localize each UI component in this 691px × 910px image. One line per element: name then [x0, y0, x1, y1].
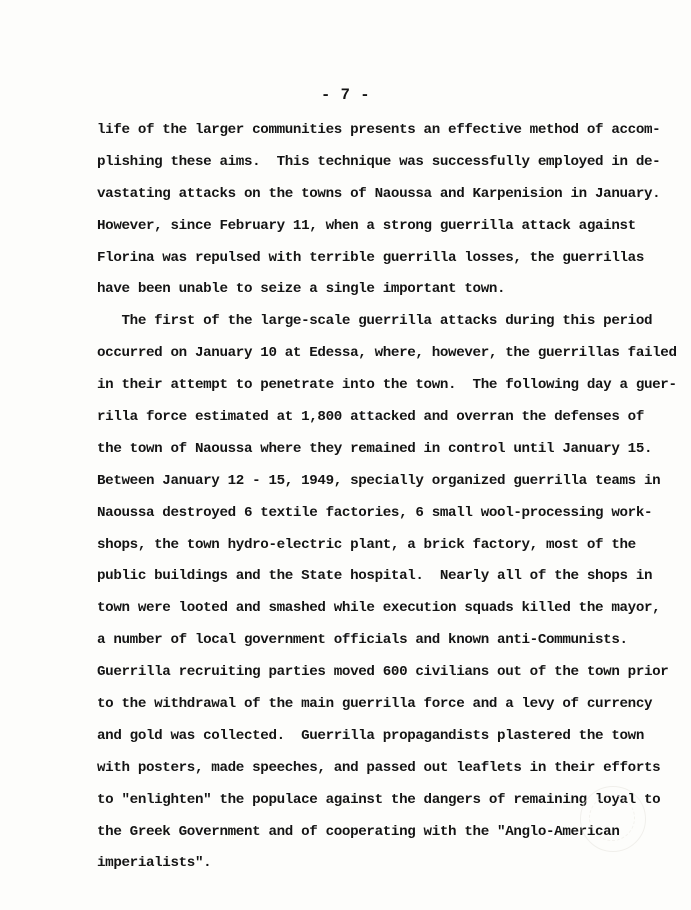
archive-stamp-icon	[580, 786, 646, 852]
text-line: vastating attacks on the towns of Naoussa and Karpenision in January.	[97, 185, 661, 202]
text-line: and gold was collected. Guerrilla propagandists plastered the town	[97, 727, 644, 744]
text-line: shops, the town hydro-electric plant, a brick factory, most of the	[97, 536, 636, 553]
text-line: Naoussa destroyed 6 textile factories, 6 small wool-processing work-	[97, 504, 653, 521]
page-number: - 7 -	[320, 86, 370, 104]
text-line: rilla force estimated at 1,800 attacked and overran the defenses of	[97, 409, 644, 426]
text-line: However, since February 11, when a strong guerrilla attack against	[97, 217, 636, 234]
document-body	[97, 115, 677, 880]
text-line: with posters, made speeches, and passed out leaflets in their efforts	[97, 759, 661, 776]
paragraph-2	[97, 306, 677, 880]
text-line: The first of the large-scale guerrilla attacks during this period	[97, 313, 653, 330]
text-line: Florina was repulsed with terrible guerrilla losses, the guerrillas	[97, 249, 644, 266]
text-line: plishing these aims. This technique was successfully employed in de-	[97, 153, 661, 170]
text-line: a number of local government officials and known anti-Communists.	[97, 632, 628, 649]
text-line: occurred on January 10 at Edessa, where, however, the guerrillas failed	[97, 345, 677, 362]
text-line: have been unable to seize a single important town.	[97, 281, 506, 298]
text-line: the Greek Government and of cooperating with the "Anglo-American	[97, 823, 620, 840]
text-line: public buildings and the State hospital. Nearly all of the shops in	[97, 568, 653, 585]
paragraph-1	[97, 115, 661, 306]
text-line: town were looted and smashed while execution squads killed the mayor,	[97, 600, 661, 617]
text-line: imperialists".	[97, 855, 212, 872]
text-line: to "enlighten" the populace against the dangers of remaining loyal to	[97, 791, 661, 808]
text-line: the town of Naoussa where they remained in control until January 15.	[97, 440, 653, 457]
text-line: life of the larger communities presents an effective method of accom-	[97, 122, 661, 138]
text-line: Guerrilla recruiting parties moved 600 civilians out of the town prior	[97, 664, 669, 681]
text-line: Between January 12 - 15, 1949, specially organized guerrilla teams in	[97, 472, 661, 489]
text-line: in their attempt to penetrate into the town. The following day a guer-	[97, 377, 677, 394]
text-line: to the withdrawal of the main guerrilla force and a levy of currency	[97, 696, 653, 713]
